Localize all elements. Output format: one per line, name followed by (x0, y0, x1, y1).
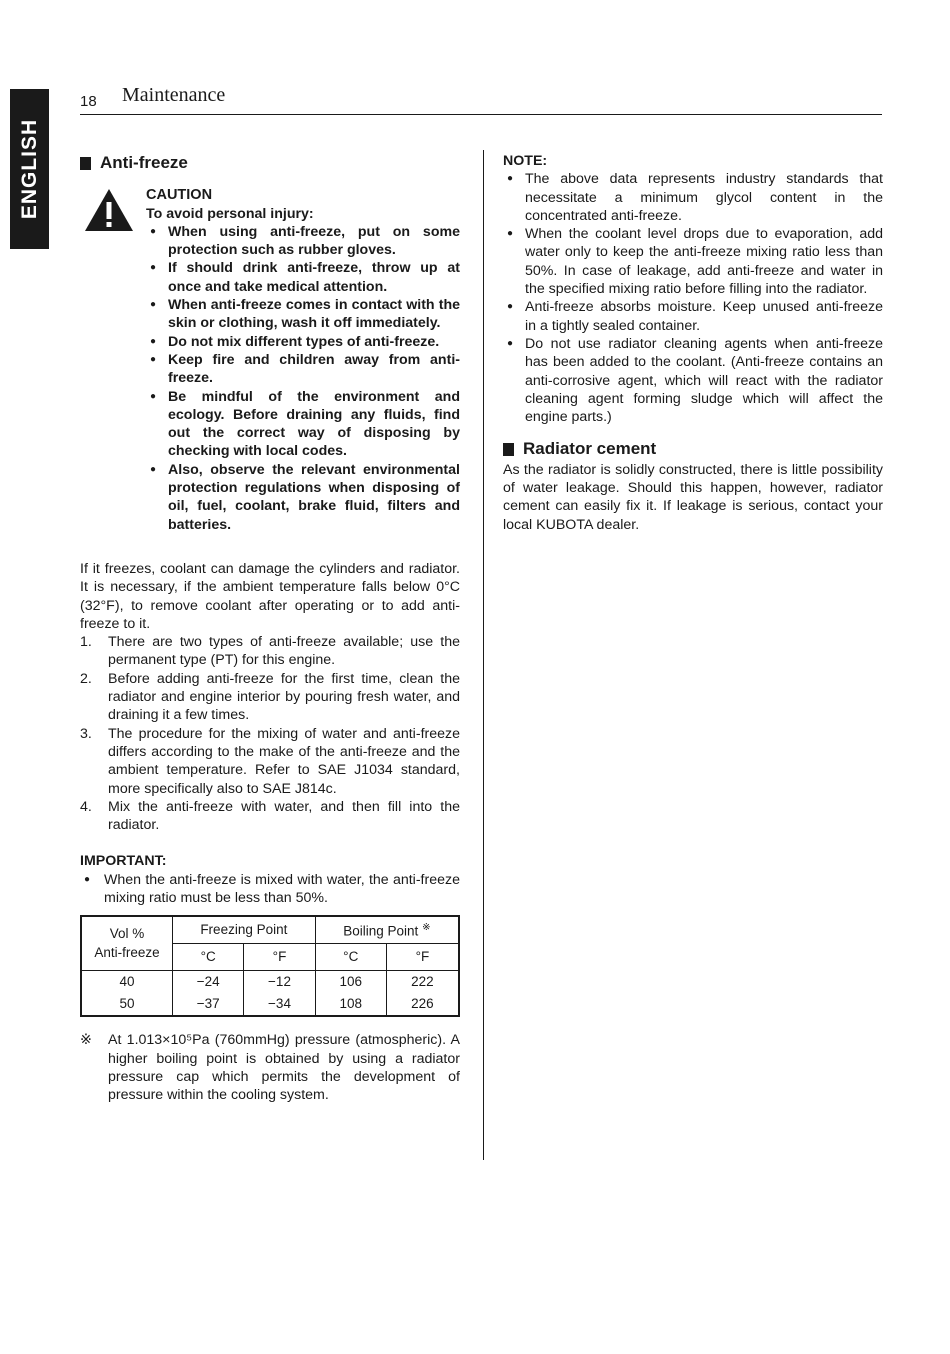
note-list (503, 170, 883, 426)
important-list (80, 871, 460, 908)
table-row: 50 −37 −34 108 226 (81, 993, 459, 1016)
right-column (503, 152, 883, 534)
caution-subtitle: To avoid personal injury: (146, 205, 314, 222)
antifreeze-table (80, 915, 460, 1017)
freezing-point-header: Freezing Point (173, 916, 316, 944)
unit-fahrenheit: °F (386, 944, 459, 971)
page-number: 18 (80, 93, 97, 110)
language-label: ENGLISH (17, 118, 41, 220)
step-item: 4. Mix the anti-freeze with water, and then fill into the radiator. (80, 798, 460, 834)
radiator-cement-heading (503, 440, 883, 458)
unit-celsius: °C (173, 944, 244, 971)
column-divider (483, 150, 484, 1160)
important-title: IMPORTANT: (80, 853, 167, 870)
note-item: ● Anti-freeze absorbs moisture. Keep unused anti-freeze in a tightly sealed container. (503, 298, 883, 335)
caution-item: ● When anti-freeze comes in contact with the skin or clothing, wash it off immediately. (146, 296, 460, 333)
important-item: ● When the anti-freeze is mixed with water, the anti-freeze mixing ratio must be less than 50%. (80, 871, 460, 908)
caution-item: ● Also, observe the relevant environmental protection regulations when disposing of oil, fuel, coolant, brake fluid, filters and batteries. (146, 461, 460, 534)
note-item: ● When the coolant level drops due to evaporation, add water only to keep the anti-freeze mixing ratio less than 50%. In case of leakage, add anti-freeze and water in the specified mixing ratio before filling into the radiator. (503, 225, 883, 298)
square-bullet-icon (503, 443, 514, 456)
caution-item: ● Keep fire and children away from anti-freeze. (146, 351, 460, 388)
note-title: NOTE: (503, 153, 548, 169)
caution-list (146, 223, 460, 534)
language-tab (10, 89, 49, 249)
antifreeze-heading (80, 154, 460, 172)
antifreeze-intro: If it freezes, coolant can damage the cylinders and radiator. It is necessary, if the ambient temperature falls below 0°C (32°F), to remove coolant after operating or to add anti-freeze to it. (80, 560, 460, 632)
step-item: 2. Before adding anti-freeze for the first time, clean the radiator and engine interior by pouring fresh water, and draining it a few times. (80, 670, 460, 724)
table-row: 40 −24 −12 106 222 (81, 971, 459, 994)
footnote-mark: ※ (80, 1032, 92, 1049)
left-column (80, 152, 460, 1104)
caution-item: ● Be mindful of the environment and ecology. Before draining any fluids, find out the correct way of disposing by checking with local codes. (146, 388, 460, 461)
vol-header: Vol % Anti-freeze (81, 916, 173, 971)
steps-list (80, 633, 460, 834)
note-item: ● The above data represents industry standards that necessitate a minimum glycol content in the concentrated anti-freeze. (503, 170, 883, 225)
caution-item: ● If should drink anti-freeze, throw up at once and take medical attention. (146, 259, 460, 296)
unit-fahrenheit: °F (244, 944, 315, 971)
caution-item: ● Do not mix different types of anti-freeze. (146, 333, 460, 351)
step-item: 1. There are two types of anti-freeze available; use the permanent type (PT) for this engine. (80, 634, 460, 669)
caution-block (146, 186, 460, 534)
footnote-text: At 1.013×10⁵Pa (760mmHg) pressure (atmospheric). A higher boiling point is obtained by using a radiator pressure cap which permits the development of pressure within the cooling system. (108, 1032, 460, 1104)
caution-item: ● When using anti-freeze, put on some protection such as rubber gloves. (146, 223, 460, 260)
caution-title: CAUTION (146, 187, 213, 204)
note-item: ● Do not use radiator cleaning agents when anti-freeze has been added to the coolant. (Anti-freeze contains an anti-corrosive agent, which will react with the radiator cleaning agent forming sludge which will affect the engine parts.) (503, 335, 883, 426)
section-title: Maintenance (122, 84, 226, 106)
table-footnote (80, 1031, 460, 1104)
page-header (80, 84, 882, 115)
antifreeze-heading-text: Anti-freeze (100, 153, 188, 172)
boiling-point-header: Boiling Point ※ (315, 916, 459, 944)
unit-celsius: °C (315, 944, 386, 971)
radiator-cement-heading-text: Radiator cement (523, 439, 657, 459)
radiator-cement-body: As the radiator is solidly constructed, there is little possibility of water leakage. Should this happen, however, radiator cement can easily fix it. If leakage is serious, contact your local KUBOTA dealer. (503, 461, 883, 533)
square-bullet-icon (80, 157, 91, 170)
warning-triangle-icon (84, 188, 134, 232)
step-item: 3. The procedure for the mixing of water and anti-freeze differs according to the make of the anti-freeze and the ambient temperature. Refer to SAE J1034 standard, more specifically also to SAE J814c. (80, 725, 460, 797)
